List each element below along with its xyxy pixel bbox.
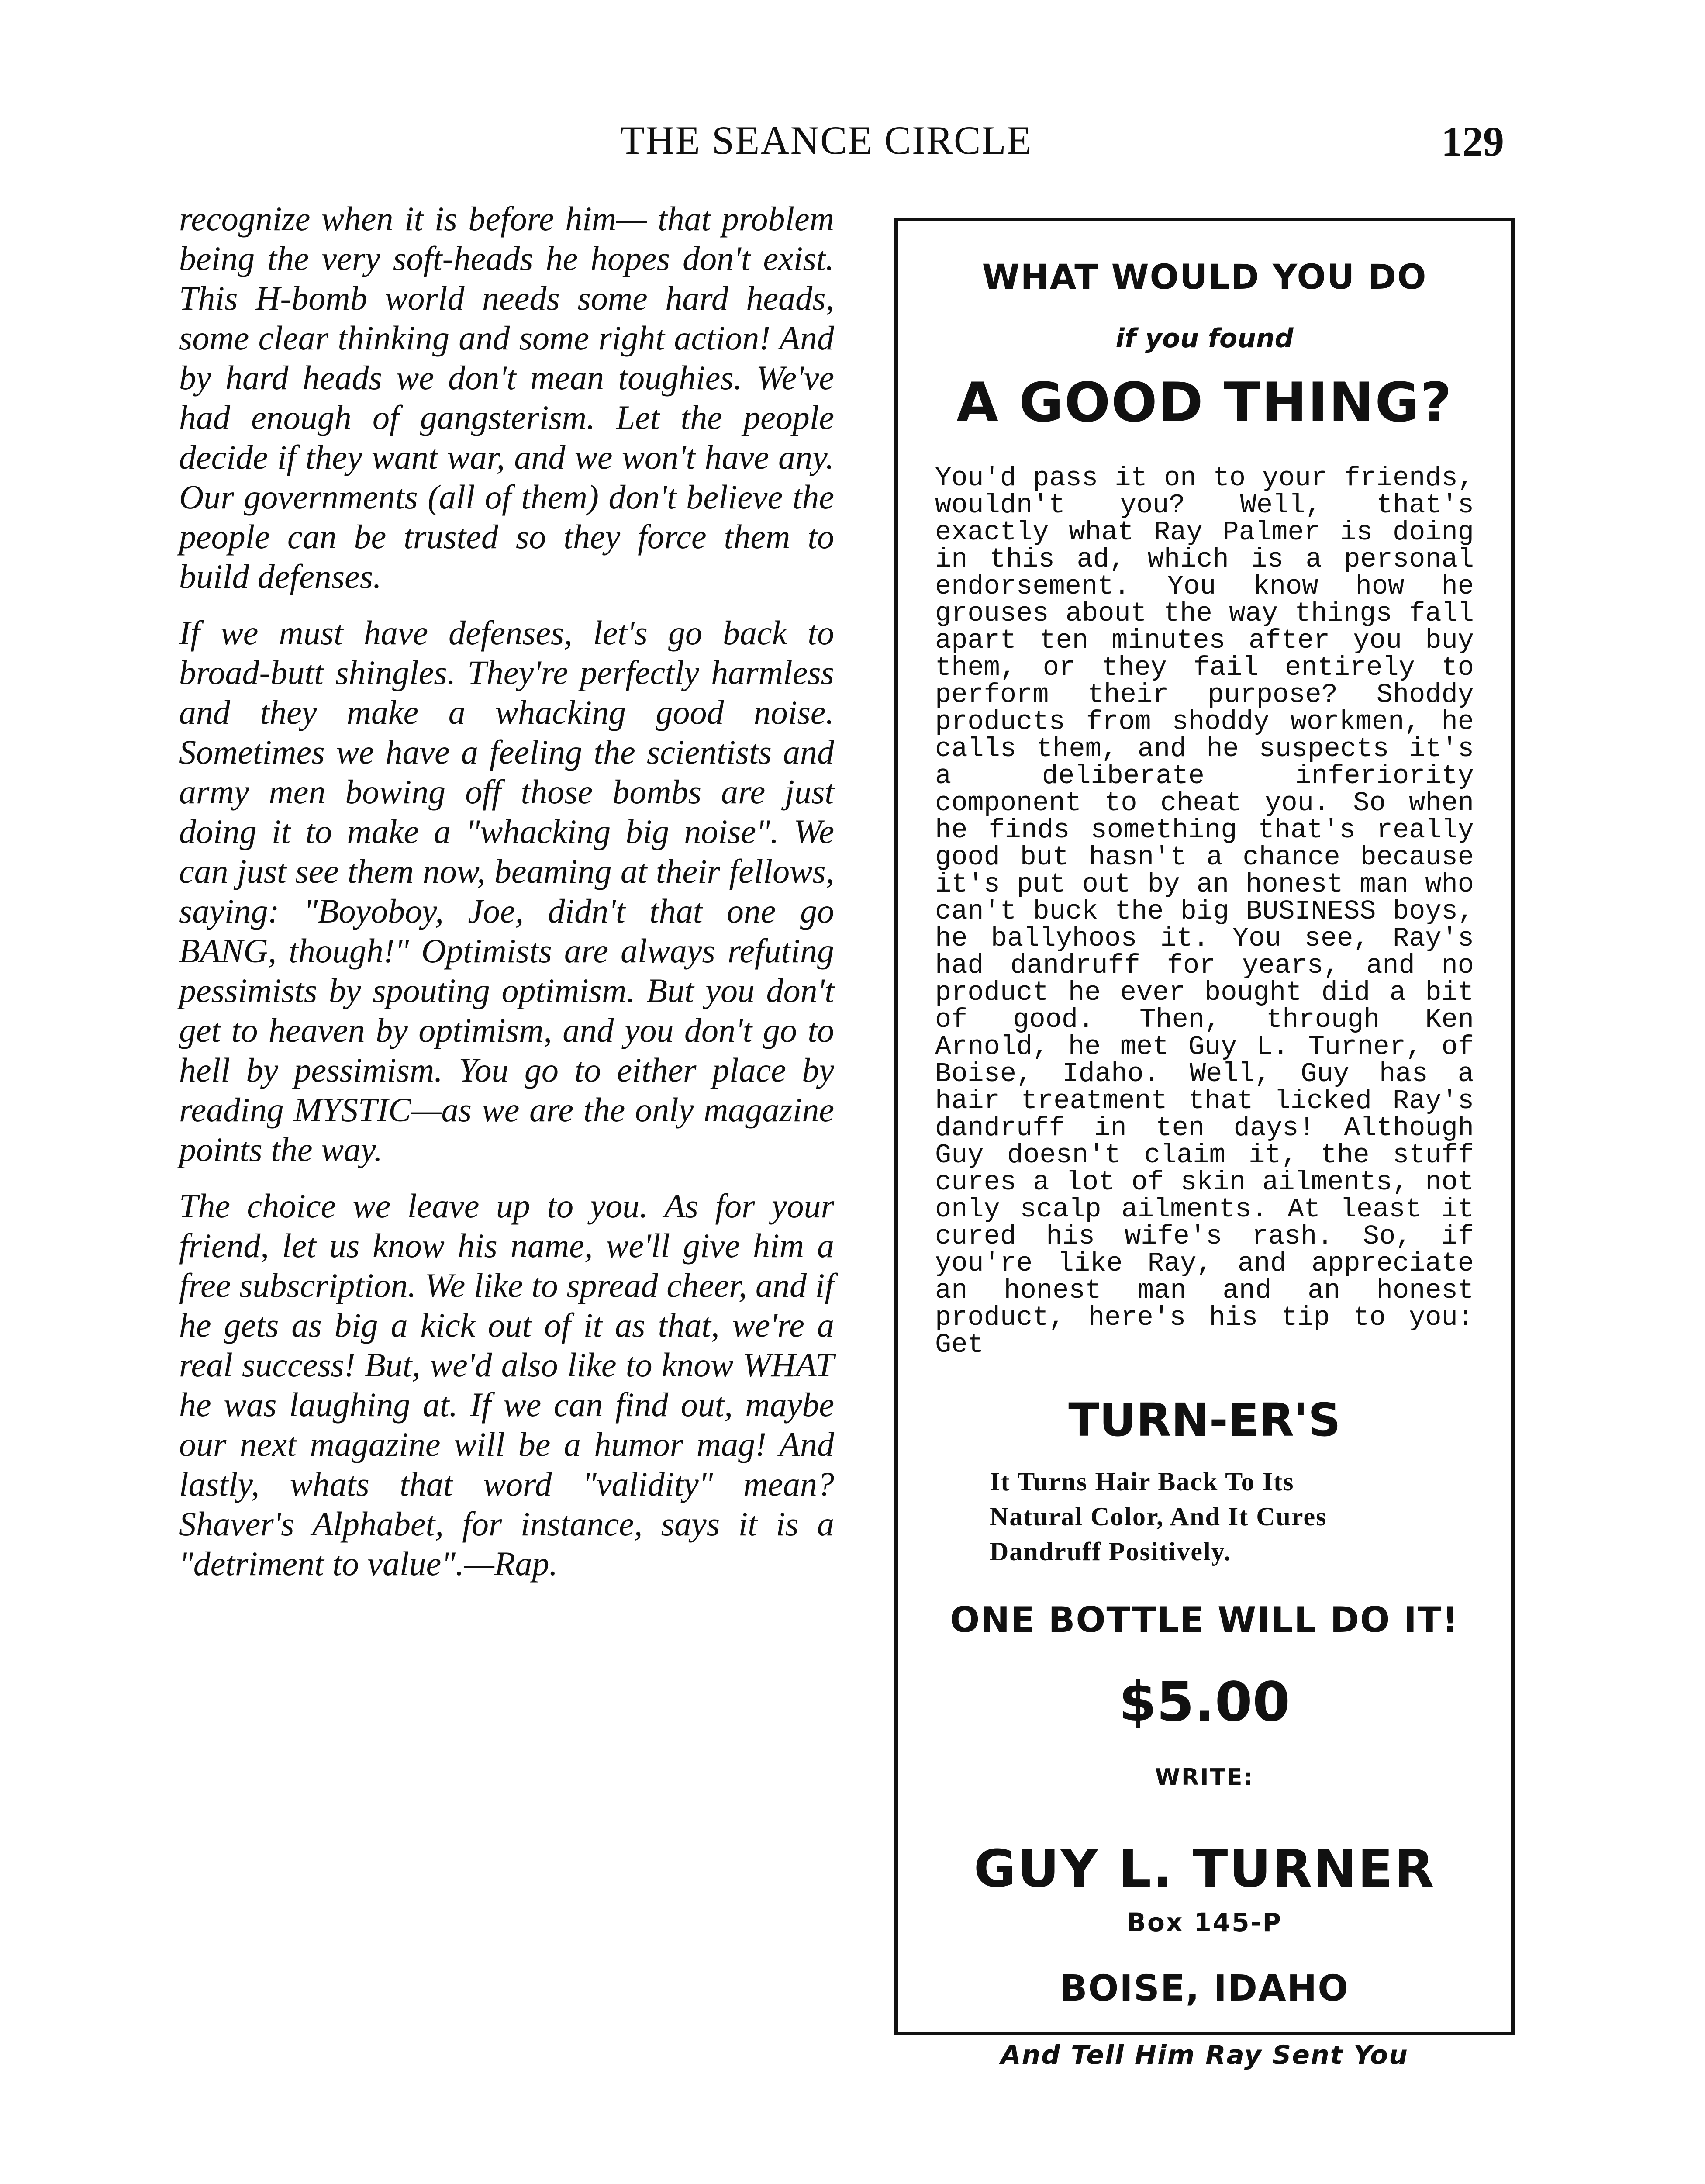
ad-contact-name: GUY L. TURNER <box>973 1838 1436 1899</box>
ad-tagline-line: It Turns Hair Back To Its <box>990 1467 1294 1496</box>
ad-write-label: WRITE: <box>1155 1764 1254 1790</box>
ad-tagline-line: Dandruff Positively. <box>990 1537 1232 1566</box>
ad-body-text: You'd pass it on to your friends, wouldn't you? Well, that's exactly what Ray Palmer is doing in this ad, which is a personal endorsement. You know how he grouses about the way things fall apart ten minutes after you buy them, or they fail entirely to perform their purpose? Shoddy products from shoddy workmen, he calls them, and he suspects it's a deliberate inferiority component to cheat you. So when he finds something that's really good but hasn't a chance because it's put out by an honest man who can't buck the big BUSINESS boys, he ballyhoos it. You see, Ray's had dandruff for years, and no product he ever bought did a bit of good. Then, through Ken Arnold, he met Guy L. Turner, of Boise, Idaho. Well, Guy has a hair treatment that licked Ray's dandruff in ten days! Although Guy doesn't claim it, the stuff cures a lot of skin ailments, not only scalp ailments. At least it cured his wife's rash. So, if you're like Ray, and appreciate an honest man and an honest product, here's his tip to you: Get <box>935 463 1474 1360</box>
ad-subhead: if you found <box>1115 323 1294 354</box>
running-head: THE SEANCE CIRCLE <box>620 118 1032 162</box>
ad-price: $5.00 <box>1118 1671 1291 1734</box>
article-paragraph-2: If we must have defenses, let's go back to broad-butt shingles. They're perfectly harmless and they make a whacking good noise. Sometimes we have a feeling the scientists and army men bowing off those bombs are just doing it to make a "whacking big noise". We can just see them now, beaming at their fellows, saying: "Boyoboy, Joe, didn't that one go BANG, though!" Optimists are always refuting pessimists by spouting optimism. But you don't get to heaven by optimism, and you don't go to hell by pessimism. You go to either place by reading MYSTIC—as we are the only magazine points the way. <box>179 614 834 1168</box>
ad-box-address: Box 145-P <box>1126 1908 1283 1937</box>
ad-city: BOISE, IDAHO <box>1060 1968 1349 2009</box>
article-paragraph-1: recognize when it is before him— that problem being the very soft-heads he hopes don't exist. This H-bomb world needs some hard heads, some clear thinking and some right action! And by hard heads we don't mean toughies. We've had enough of gangsterism. Let the people decide if they want war, and we won't have any. Our governments (all of them) don't believe the people can be trusted so they force them to build defenses. <box>179 200 834 595</box>
article-paragraph-3: The choice we leave up to you. As for your friend, let us know his name, we'll give him a free subscription. We like to spread cheer, and if he gets as big a kick out of it as that, we're a real success! But, we'd also like to know WHAT he was laughing at. If we can find out, maybe our next magazine will be a humor mag! And lastly, whats that word "validity" mean? Shaver's Alphabet, for instance, says it is a "detriment to value".—Rap. <box>179 1187 834 1583</box>
advertisement-box <box>894 218 1515 2070</box>
ad-callout: ONE BOTTLE WILL DO IT! <box>950 1600 1459 1640</box>
ad-tagline <box>935 1464 1474 1569</box>
ad-tagline-line: Natural Color, And It Cures <box>990 1502 1327 1531</box>
ad-main-headline: A GOOD THING? <box>956 371 1453 434</box>
article-column <box>179 199 834 1600</box>
ad-headline: WHAT WOULD YOU DO <box>982 258 1427 297</box>
ad-product-name: TURN-ER'S <box>1068 1393 1341 1447</box>
page-number: 129 <box>1441 118 1504 165</box>
ad-signoff: And Tell Him Ray Sent You <box>1001 2040 1408 2070</box>
